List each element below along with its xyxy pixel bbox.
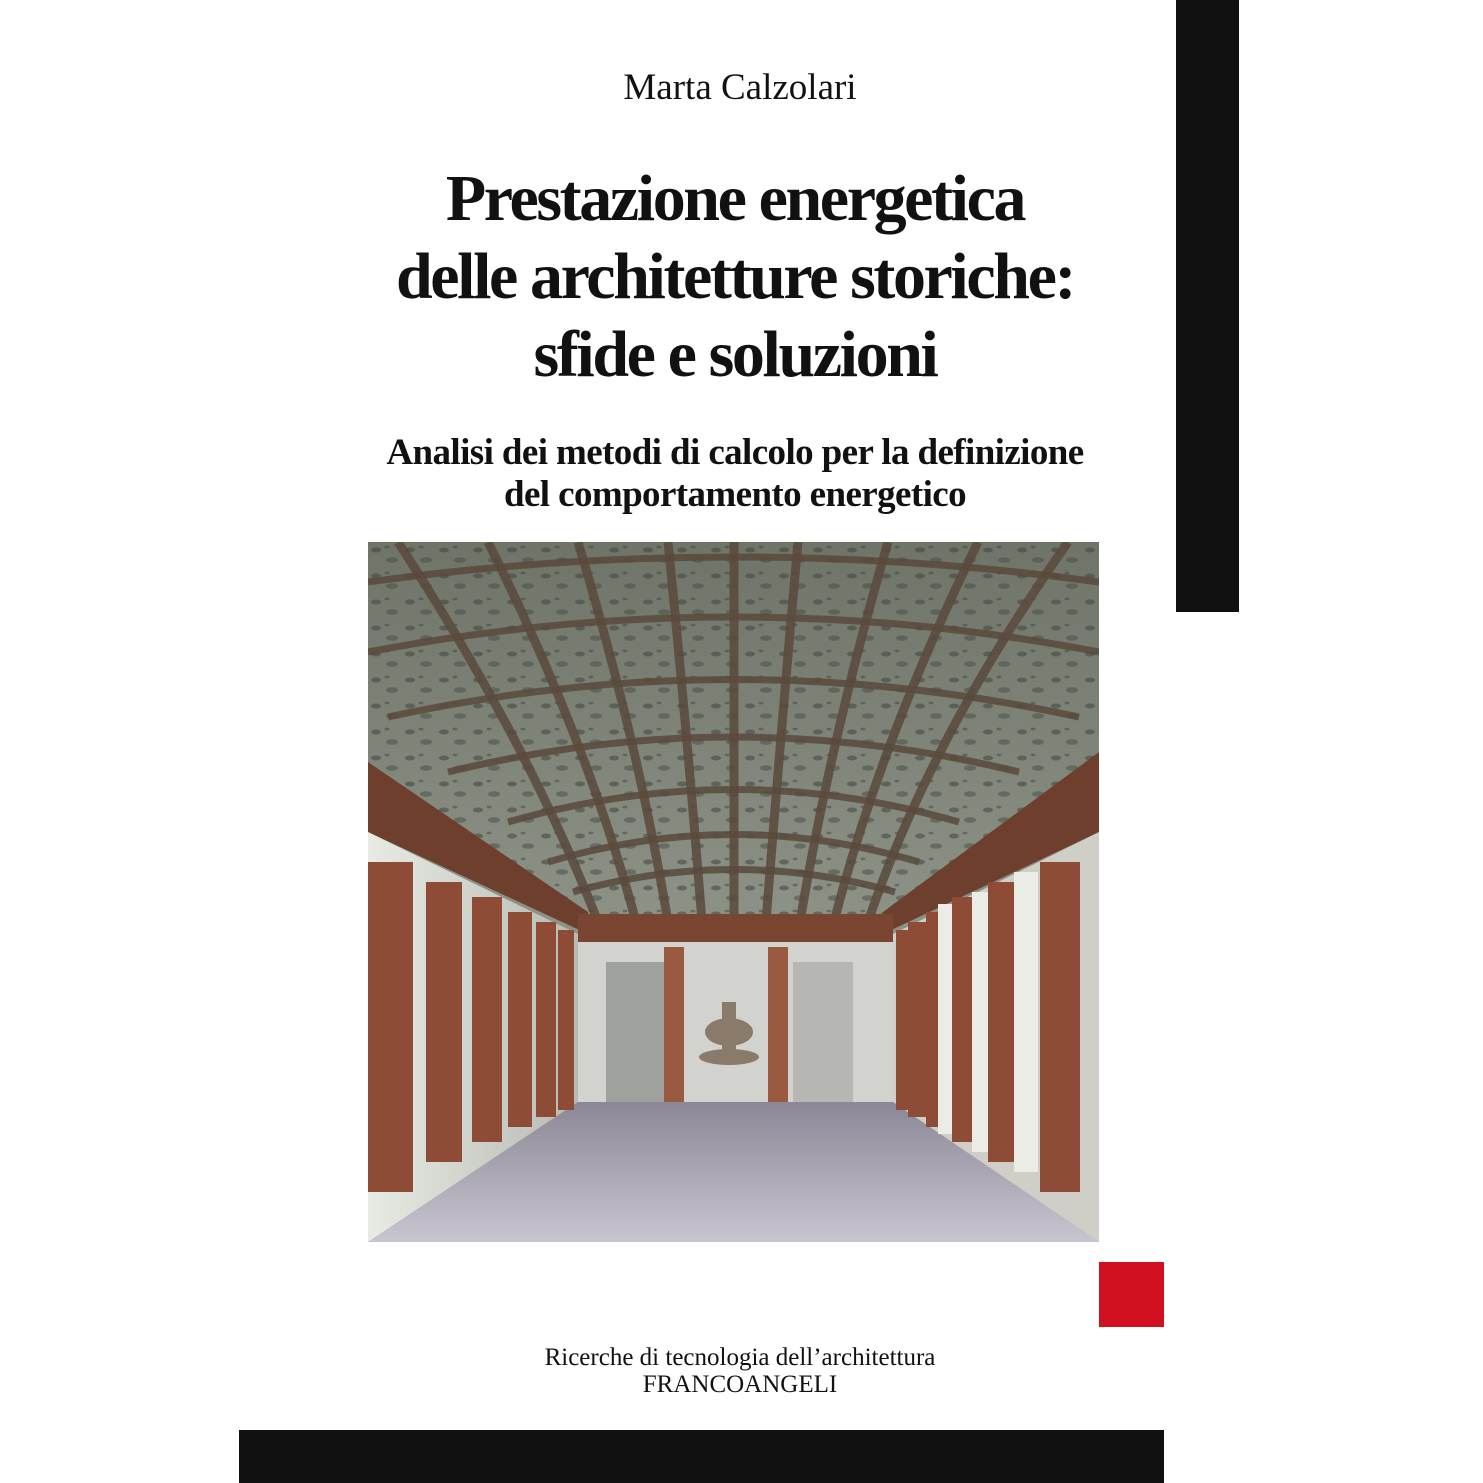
author-name: Marta Calzolari <box>623 67 857 108</box>
title-line: delle architetture storiche: <box>395 240 1075 313</box>
series-name: Ricerche di tecnologia dell’architettura <box>544 1344 936 1371</box>
book-subtitle <box>320 432 1150 516</box>
title-line: sfide e soluzioni <box>533 318 937 391</box>
subtitle-line: Analisi dei metodi di calcolo per la definizione <box>386 432 1084 473</box>
publisher-name: FRANCOANGELI <box>642 1371 838 1398</box>
subtitle-line: del comportamento energetico <box>504 474 966 515</box>
vertical-black-bar <box>1176 0 1239 612</box>
cover-photo-vaulted-loggia <box>368 542 1099 1242</box>
title-line: Prestazione energetica <box>445 162 1025 235</box>
red-accent-square <box>1099 1262 1164 1327</box>
book-title <box>300 160 1170 394</box>
bottom-black-bar <box>239 1430 1164 1483</box>
series-and-publisher <box>440 1344 1040 1398</box>
